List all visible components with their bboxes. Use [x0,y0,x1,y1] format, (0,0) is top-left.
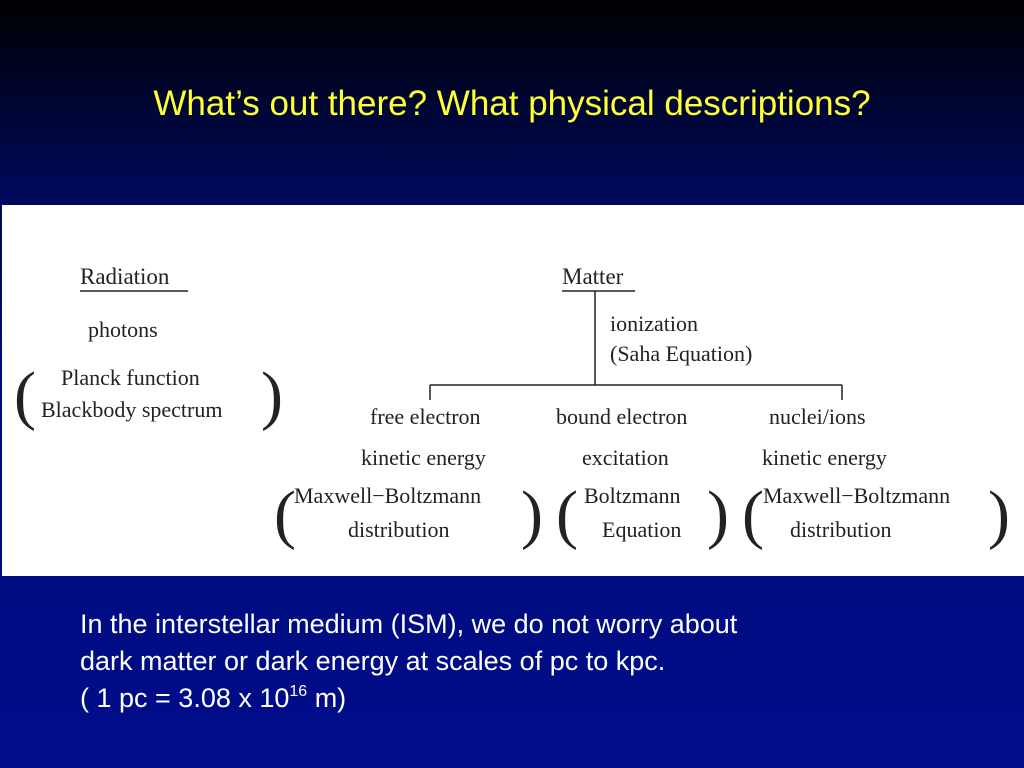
branch-property-nuclei-ions: kinetic energy [762,445,887,470]
nuclei-ions-description-1: Maxwell−Boltzmann [763,483,951,508]
radiation-carrier: photons [88,317,158,342]
branch-label-free-electron: free electron [370,404,481,429]
matter-process-line-1: ionization [610,311,698,336]
parsec-definition-prefix: ( 1 pc = 3.08 x 10 [80,683,290,713]
parsec-exponent: 16 [289,683,308,700]
bound-electron-left-paren: ( [556,478,578,551]
ism-note-line-3 [80,680,980,717]
physical-descriptions-diagram [2,205,1024,576]
radiation-left-paren: ( [14,359,36,432]
parsec-definition-suffix: m) [307,683,347,713]
nuclei-ions-right-paren: ) [988,478,1010,551]
radiation-description-1: Planck function [61,365,200,390]
bound-electron-right-paren: ) [707,478,729,551]
branch-property-free-electron: kinetic energy [361,445,486,470]
free-electron-description-2: distribution [348,517,450,542]
radiation-description-2: Blackbody spectrum [41,397,223,422]
nuclei-ions-left-paren: ( [742,478,764,551]
ism-note [80,606,980,717]
bound-electron-description-1: Boltzmann [584,483,681,508]
nuclei-ions-description-2: distribution [790,517,892,542]
bound-electron-description-2: Equation [602,517,682,542]
branch-label-nuclei-ions: nuclei/ions [769,404,866,429]
free-electron-left-paren: ( [274,478,296,551]
ism-note-line-1: In the interstellar medium (ISM), we do not worry about [80,609,738,639]
ism-note-line-2: dark matter or dark energy at scales of pc to kpc. [80,646,666,676]
matter-heading: Matter [562,264,624,289]
radiation-right-paren: ) [261,359,283,432]
slide-title: What’s out there? What physical descriptions? [153,84,871,123]
radiation-heading: Radiation [80,264,170,289]
branch-property-bound-electron: excitation [582,445,669,470]
matter-process-line-2: (Saha Equation) [610,341,753,366]
free-electron-description-1: Maxwell−Boltzmann [294,483,482,508]
branch-label-bound-electron: bound electron [556,404,688,429]
diagram-panel [2,205,1024,576]
free-electron-right-paren: ) [521,478,543,551]
